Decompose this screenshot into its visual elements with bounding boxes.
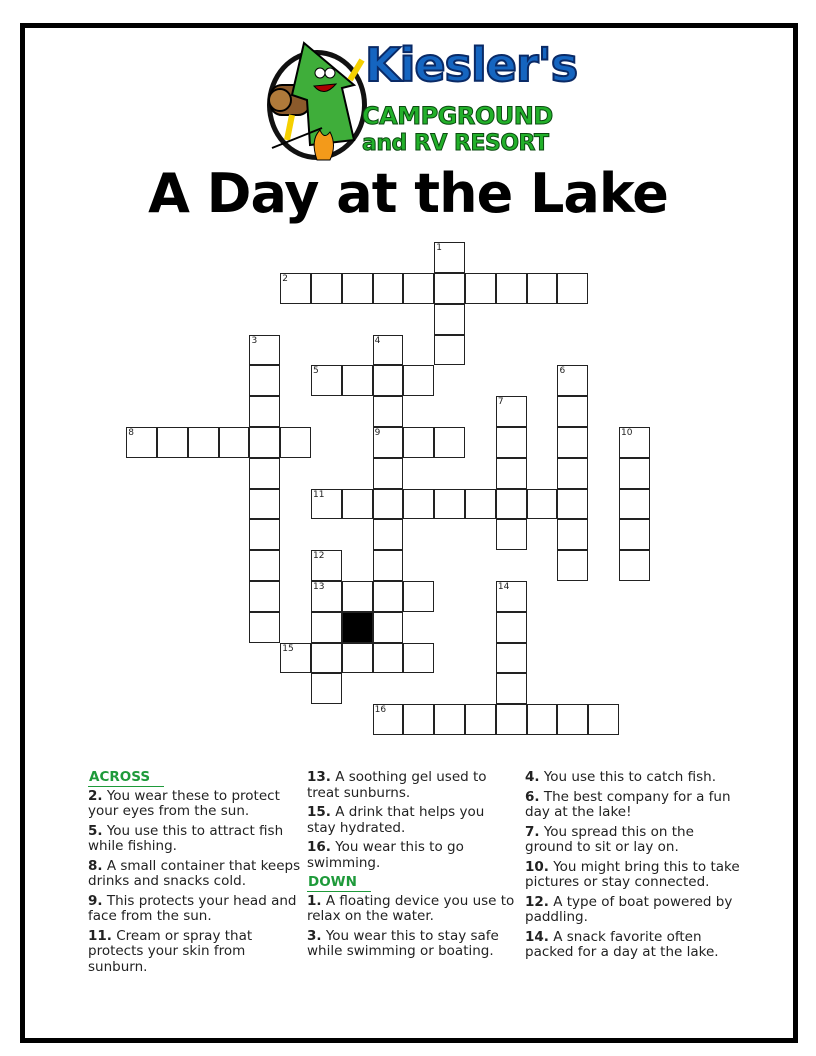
grid-cell[interactable] [342,581,373,612]
clue-number: 5. [88,822,103,839]
clue-across-5 [88,824,303,855]
cell-number: 1 [436,243,442,254]
logo-rv-resort: and RV RESORT [362,131,549,156]
grid-cell[interactable] [496,581,527,612]
cell-number: 2 [282,274,288,285]
grid-cell[interactable] [126,427,157,458]
clue-text: You use this to catch fish. [543,769,716,785]
kieslers-logo [262,38,578,165]
clue-number: 16. [307,839,331,855]
grid-cell[interactable] [496,489,527,520]
clue-number: 8. [88,857,103,874]
grid-cell[interactable] [373,489,404,520]
grid-cell[interactable] [373,335,404,366]
cell-number: 6 [559,366,566,377]
grid-cell[interactable] [403,489,434,520]
clue-across-9 [88,894,303,925]
grid-cell[interactable] [403,365,434,396]
cell-number: 3 [251,335,258,346]
cell-number: 7 [497,397,504,408]
clue-number: 6. [525,788,540,805]
grid-cell[interactable] [619,489,650,520]
grid-cell[interactable] [157,427,188,458]
clue-text: This protects your head and face from the sun. [88,892,297,924]
cell-number: 13 [313,582,325,593]
grid-cell[interactable] [219,427,250,458]
clue-across-8 [88,859,303,890]
grid-cell[interactable] [619,550,650,581]
black-cell [342,612,373,643]
cell-number: 12 [313,551,325,562]
grid-cell[interactable] [311,273,342,304]
grid-cell[interactable] [249,519,280,550]
grid-cell[interactable] [557,519,588,550]
grid-cell[interactable] [434,704,465,735]
cell-number: 16 [374,705,387,716]
clue-across-15 [307,805,517,836]
grid-cell[interactable] [311,643,342,674]
grid-cell[interactable] [249,335,280,366]
grid-cell[interactable] [557,427,588,458]
grid-cell[interactable] [557,458,588,489]
grid-cell[interactable] [465,704,496,735]
clue-text: You wear this to go swimming. [307,839,464,871]
grid-cell[interactable] [342,365,373,396]
clue-text: You spread this on the ground to sit or lay on. [525,823,694,855]
clue-across-2 [88,789,303,820]
grid-cell[interactable] [249,581,280,612]
clue-across-16 [307,840,517,871]
clue-number: 14. [525,928,549,945]
grid-cell[interactable] [403,581,434,612]
grid-cell[interactable] [249,365,280,396]
grid-cell[interactable] [527,273,558,304]
clue-text: A snack favorite often packed for a day at the lake. [525,928,719,960]
grid-cell[interactable] [496,612,527,643]
grid-cell[interactable] [496,519,527,550]
grid-cell[interactable] [342,273,373,304]
cell-number: 5 [313,366,319,377]
grid-cell[interactable] [373,643,404,674]
cell-number: 10 [621,428,633,439]
grid-cell[interactable] [465,489,496,520]
clue-across-11 [88,929,303,976]
grid-cell[interactable] [311,550,342,581]
grid-cell[interactable] [311,489,342,520]
clue-text: The best company for a fun day at the lake! [525,788,731,820]
grid-cell[interactable] [557,550,588,581]
grid-cell[interactable] [527,704,558,735]
grid-cell[interactable] [619,427,650,458]
clue-down-3 [307,929,517,960]
across-heading: ACROSS [88,770,164,787]
logo-name: Kiesler's [365,38,578,92]
grid-cell[interactable] [280,273,311,304]
cell-number: 11 [313,489,325,500]
grid-cell[interactable] [434,242,465,273]
grid-cell[interactable] [342,643,373,674]
grid-cell[interactable] [496,673,527,704]
grid-cell[interactable] [557,365,588,396]
logo-campground: CAMPGROUND [362,102,553,130]
cell-number: 15 [282,643,294,654]
clue-text: A drink that helps you stay hydrated. [307,804,485,836]
grid-cell[interactable] [280,427,311,458]
grid-cell[interactable] [527,489,558,520]
clues-column-2 [307,770,517,964]
grid-cell[interactable] [373,581,404,612]
clue-text: Cream or spray that protects your skin from sunburn. [88,927,253,975]
clue-number: 9. [88,892,103,909]
grid-cell[interactable] [465,273,496,304]
clue-down-7 [525,825,740,856]
cell-number: 14 [497,582,510,593]
grid-cell[interactable] [403,704,434,735]
grid-cell[interactable] [557,489,588,520]
grid-cell[interactable] [403,427,434,458]
grid-cell[interactable] [249,458,280,489]
grid-cell[interactable] [588,704,619,735]
clue-number: 1. [307,892,322,909]
grid-cell[interactable] [434,273,465,304]
clues-column-1 [88,770,303,979]
grid-cell[interactable] [373,458,404,489]
grid-cell[interactable] [373,396,404,427]
clue-number: 13. [307,769,331,785]
grid-cell[interactable] [342,489,373,520]
clue-down-10 [525,860,740,891]
clue-down-12 [525,895,740,926]
grid-cell[interactable] [557,704,588,735]
grid-cell[interactable] [373,273,404,304]
grid-cell[interactable] [619,458,650,489]
clue-number: 2. [88,787,103,804]
down-heading: DOWN [307,875,371,892]
grid-cell[interactable] [403,643,434,674]
grid-cell[interactable] [249,550,280,581]
grid-cell[interactable] [311,673,342,704]
grid-cell[interactable] [373,550,404,581]
grid-cell[interactable] [434,427,465,458]
clue-across-13 [307,770,517,801]
clue-text: A type of boat powered by paddling. [525,893,733,925]
cell-number: 4 [374,335,381,346]
grid-cell[interactable] [249,427,280,458]
grid-cell[interactable] [496,396,527,427]
clue-number: 12. [525,893,549,910]
clue-number: 7. [525,823,540,840]
grid-cell[interactable] [249,489,280,520]
clue-down-14 [525,930,740,961]
grid-cell[interactable] [496,458,527,489]
clue-number: 11. [88,927,112,944]
grid-cell[interactable] [557,396,588,427]
grid-cell[interactable] [280,643,311,674]
grid-cell[interactable] [496,704,527,735]
clue-text: A small container that keeps drinks and snacks cold. [88,857,301,889]
clue-number: 15. [307,804,331,820]
grid-cell[interactable] [496,273,527,304]
clue-down-6 [525,790,740,821]
grid-cell[interactable] [373,519,404,550]
clue-down-1 [307,894,517,925]
grid-cell[interactable] [619,519,650,550]
cell-number: 8 [128,428,134,439]
grid-cell[interactable] [249,396,280,427]
clue-text: You might bring this to take pictures or stay connected. [525,858,740,890]
clue-text: You wear these to protect your eyes from the sun. [88,787,280,819]
tree-mascot-icon [262,40,372,165]
clue-text: You wear this to stay safe while swimming or boating. [307,927,499,959]
clue-down-4 [525,770,740,786]
page-title: A Day at the Lake [148,162,668,225]
grid-cell[interactable] [249,612,280,643]
grid-cell[interactable] [373,365,404,396]
clue-number: 10. [525,858,549,875]
grid-cell[interactable] [496,643,527,674]
grid-cell[interactable] [311,612,342,643]
grid-cell[interactable] [403,273,434,304]
clue-number: 3. [307,927,322,944]
grid-cell[interactable] [188,427,219,458]
grid-cell[interactable] [373,612,404,643]
cell-number: 9 [374,428,381,439]
grid-cell[interactable] [434,304,465,335]
grid-cell[interactable] [311,581,342,612]
clues-column-3 [525,770,740,965]
grid-cell[interactable] [557,273,588,304]
clue-text: A soothing gel used to treat sunburns. [307,769,487,801]
grid-cell[interactable] [373,427,404,458]
clue-text: You use this to attract fish while fishing. [88,822,284,854]
grid-cell[interactable] [496,427,527,458]
clue-number: 4. [525,769,540,785]
grid-cell[interactable] [311,365,342,396]
grid-cell[interactable] [434,489,465,520]
grid-cell[interactable] [434,335,465,366]
grid-cell[interactable] [373,704,404,735]
clue-text: A floating device you use to relax on the water. [307,892,515,924]
